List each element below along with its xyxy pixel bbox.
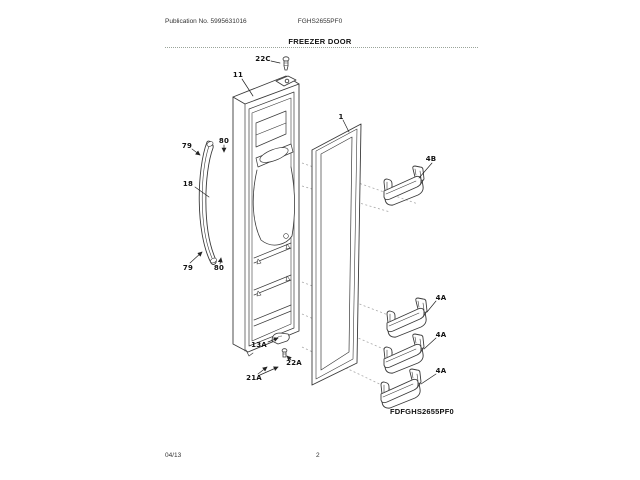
- part-label-22c: 22C: [255, 55, 271, 63]
- model-watermark: FDFGHS2655PF0: [390, 407, 454, 416]
- door-handle: [199, 141, 217, 265]
- part-label-1: 1: [338, 113, 344, 121]
- screw-22c: [283, 57, 289, 70]
- section-title: FREEZER DOOR: [288, 37, 352, 46]
- part-label-79-top: 79: [181, 142, 193, 150]
- part-label-13a: 13A: [251, 341, 267, 349]
- publication-number: Publication No. 5995631016: [165, 18, 247, 25]
- screw-22a: [282, 349, 287, 357]
- part-13a-stop: [272, 333, 289, 344]
- door-bin-4a-2: [384, 334, 424, 373]
- model-number: FGHS2655PF0: [297, 18, 343, 25]
- door-bin-4a-1: [387, 298, 427, 337]
- part-label-80-bottom: 80: [213, 264, 225, 272]
- door-panel: [233, 76, 299, 356]
- footer-page-number: 2: [316, 452, 320, 459]
- part-label-4a-1: 4A: [435, 294, 447, 302]
- footer-date: 04/13: [165, 452, 182, 459]
- part-label-80-top: 80: [218, 137, 230, 145]
- door-bin-4a-3: [381, 369, 421, 408]
- part-label-4a-3: 4A: [435, 367, 447, 375]
- part-label-21a: 21A: [246, 374, 262, 382]
- part-label-4b: 4B: [425, 155, 437, 163]
- part-label-22a: 22A: [286, 359, 302, 367]
- door-gasket: [312, 124, 361, 385]
- part-label-4a-2: 4A: [435, 331, 447, 339]
- part-label-18: 18: [182, 180, 194, 188]
- part-label-79-bottom: 79: [182, 264, 194, 272]
- door-bin-4b: [384, 166, 424, 205]
- part-label-11: 11: [232, 71, 244, 79]
